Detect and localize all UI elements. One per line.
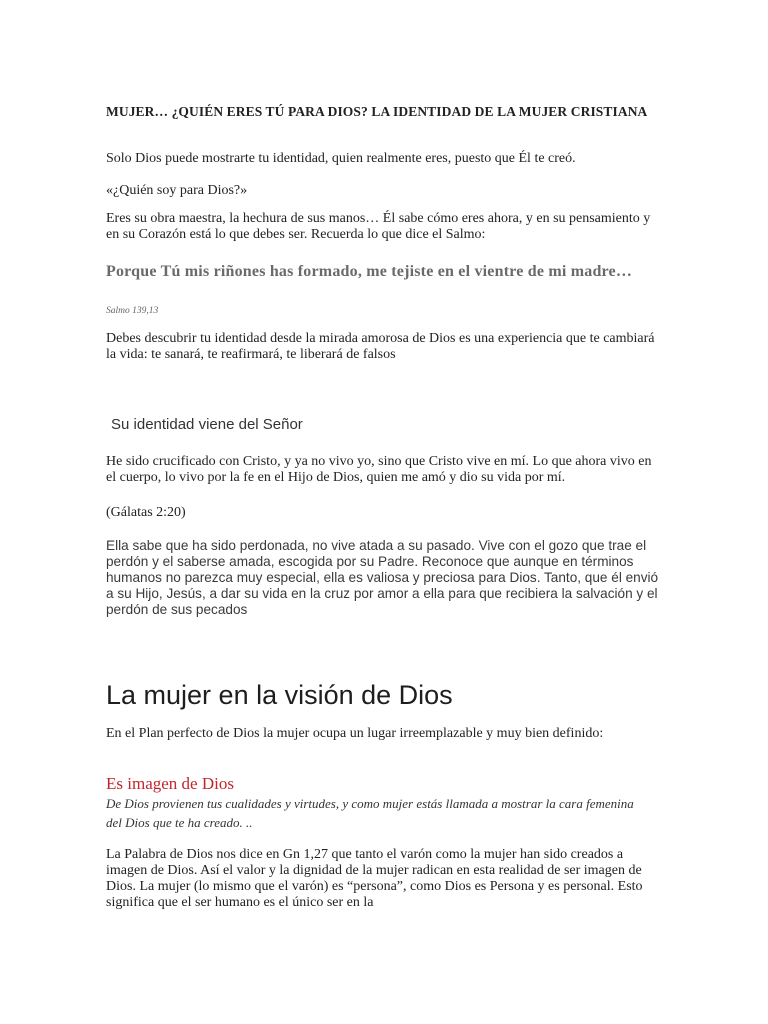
psalm-reference: Salmo 139,13	[106, 306, 159, 316]
italic-qualities-text: De Dios provienen tus cualidades y virtudes, y como mujer estás llamada a mostrar la cara femenina del Dios que te ha creado. ..	[106, 796, 634, 830]
paragraph-intro: Solo Dios puede mostrarte tu identidad, quien realmente eres, puesto que Él te creó.	[106, 151, 576, 166]
document-title: MUJER… ¿QUIÉN ERES TÚ PARA DIOS? LA IDENTIDAD DE LA MUJER CRISTIANA	[106, 104, 648, 119]
section-heading: La mujer en la visión de Dios	[106, 680, 453, 710]
question-line: «¿Quién soy para Dios?»	[106, 183, 248, 198]
galatians-reference: (Gálatas 2:20)	[106, 505, 186, 520]
paragraph-discover: Debes descubrir tu identidad desde la mirada amorosa de Dios es una experiencia que te cambiará la vida: te sanará, te reafirmará, te liberará de falsos	[106, 331, 655, 362]
psalm-quote: Porque Tú mis riñones has formado, me tejiste en el vientre de mi madre…	[106, 263, 633, 280]
red-heading-image-of-god: Es imagen de Dios	[106, 774, 234, 793]
paragraph-plan: En el Plan perfecto de Dios la mujer ocupa un lugar irreemplazable y muy bien definido:	[106, 726, 604, 741]
subheading-identity: Su identidad viene del Señor	[111, 416, 303, 433]
galatians-verse: He sido crucificado con Cristo, y ya no vivo yo, sino que Cristo vive en mí. Lo que ahora vivo en el cuerpo, lo vivo por la fe en el Hijo de Dios, quien me amó y dio su vida por mí.	[106, 454, 652, 485]
paragraph-genesis: La Palabra de Dios nos dice en Gn 1,27 que tanto el varón como la mujer han sido creados a imagen de Dios. Así el valor y la dignidad de la mujer radican en esta realidad de ser imagen de Dios. La mujer (lo mismo que el varón) es “persona”, como Dios es Persona y es personal. Esto significa que el ser humano es el único ser en la	[106, 847, 643, 910]
paragraph-forgiven: Ella sabe que ha sido perdonada, no vive atada a su pasado. Vive con el gozo que trae el perdón y el saberse amada, escogida por su Padre. Reconoce que aunque en términos humanos no parezca muy especial, ella es valiosa y preciosa para Dios. Tanto, que él envió a su Hijo, Jesús, a dar su vida en la cruz por amor a ella para que recibiera la salvación y el perdón de sus pecados	[106, 538, 659, 617]
paragraph-masterpiece: Eres su obra maestra, la hechura de sus manos… Él sabe cómo eres ahora, y en su pensamiento y en su Corazón está lo que debes ser. Recuerda lo que dice el Salmo:	[106, 211, 651, 242]
